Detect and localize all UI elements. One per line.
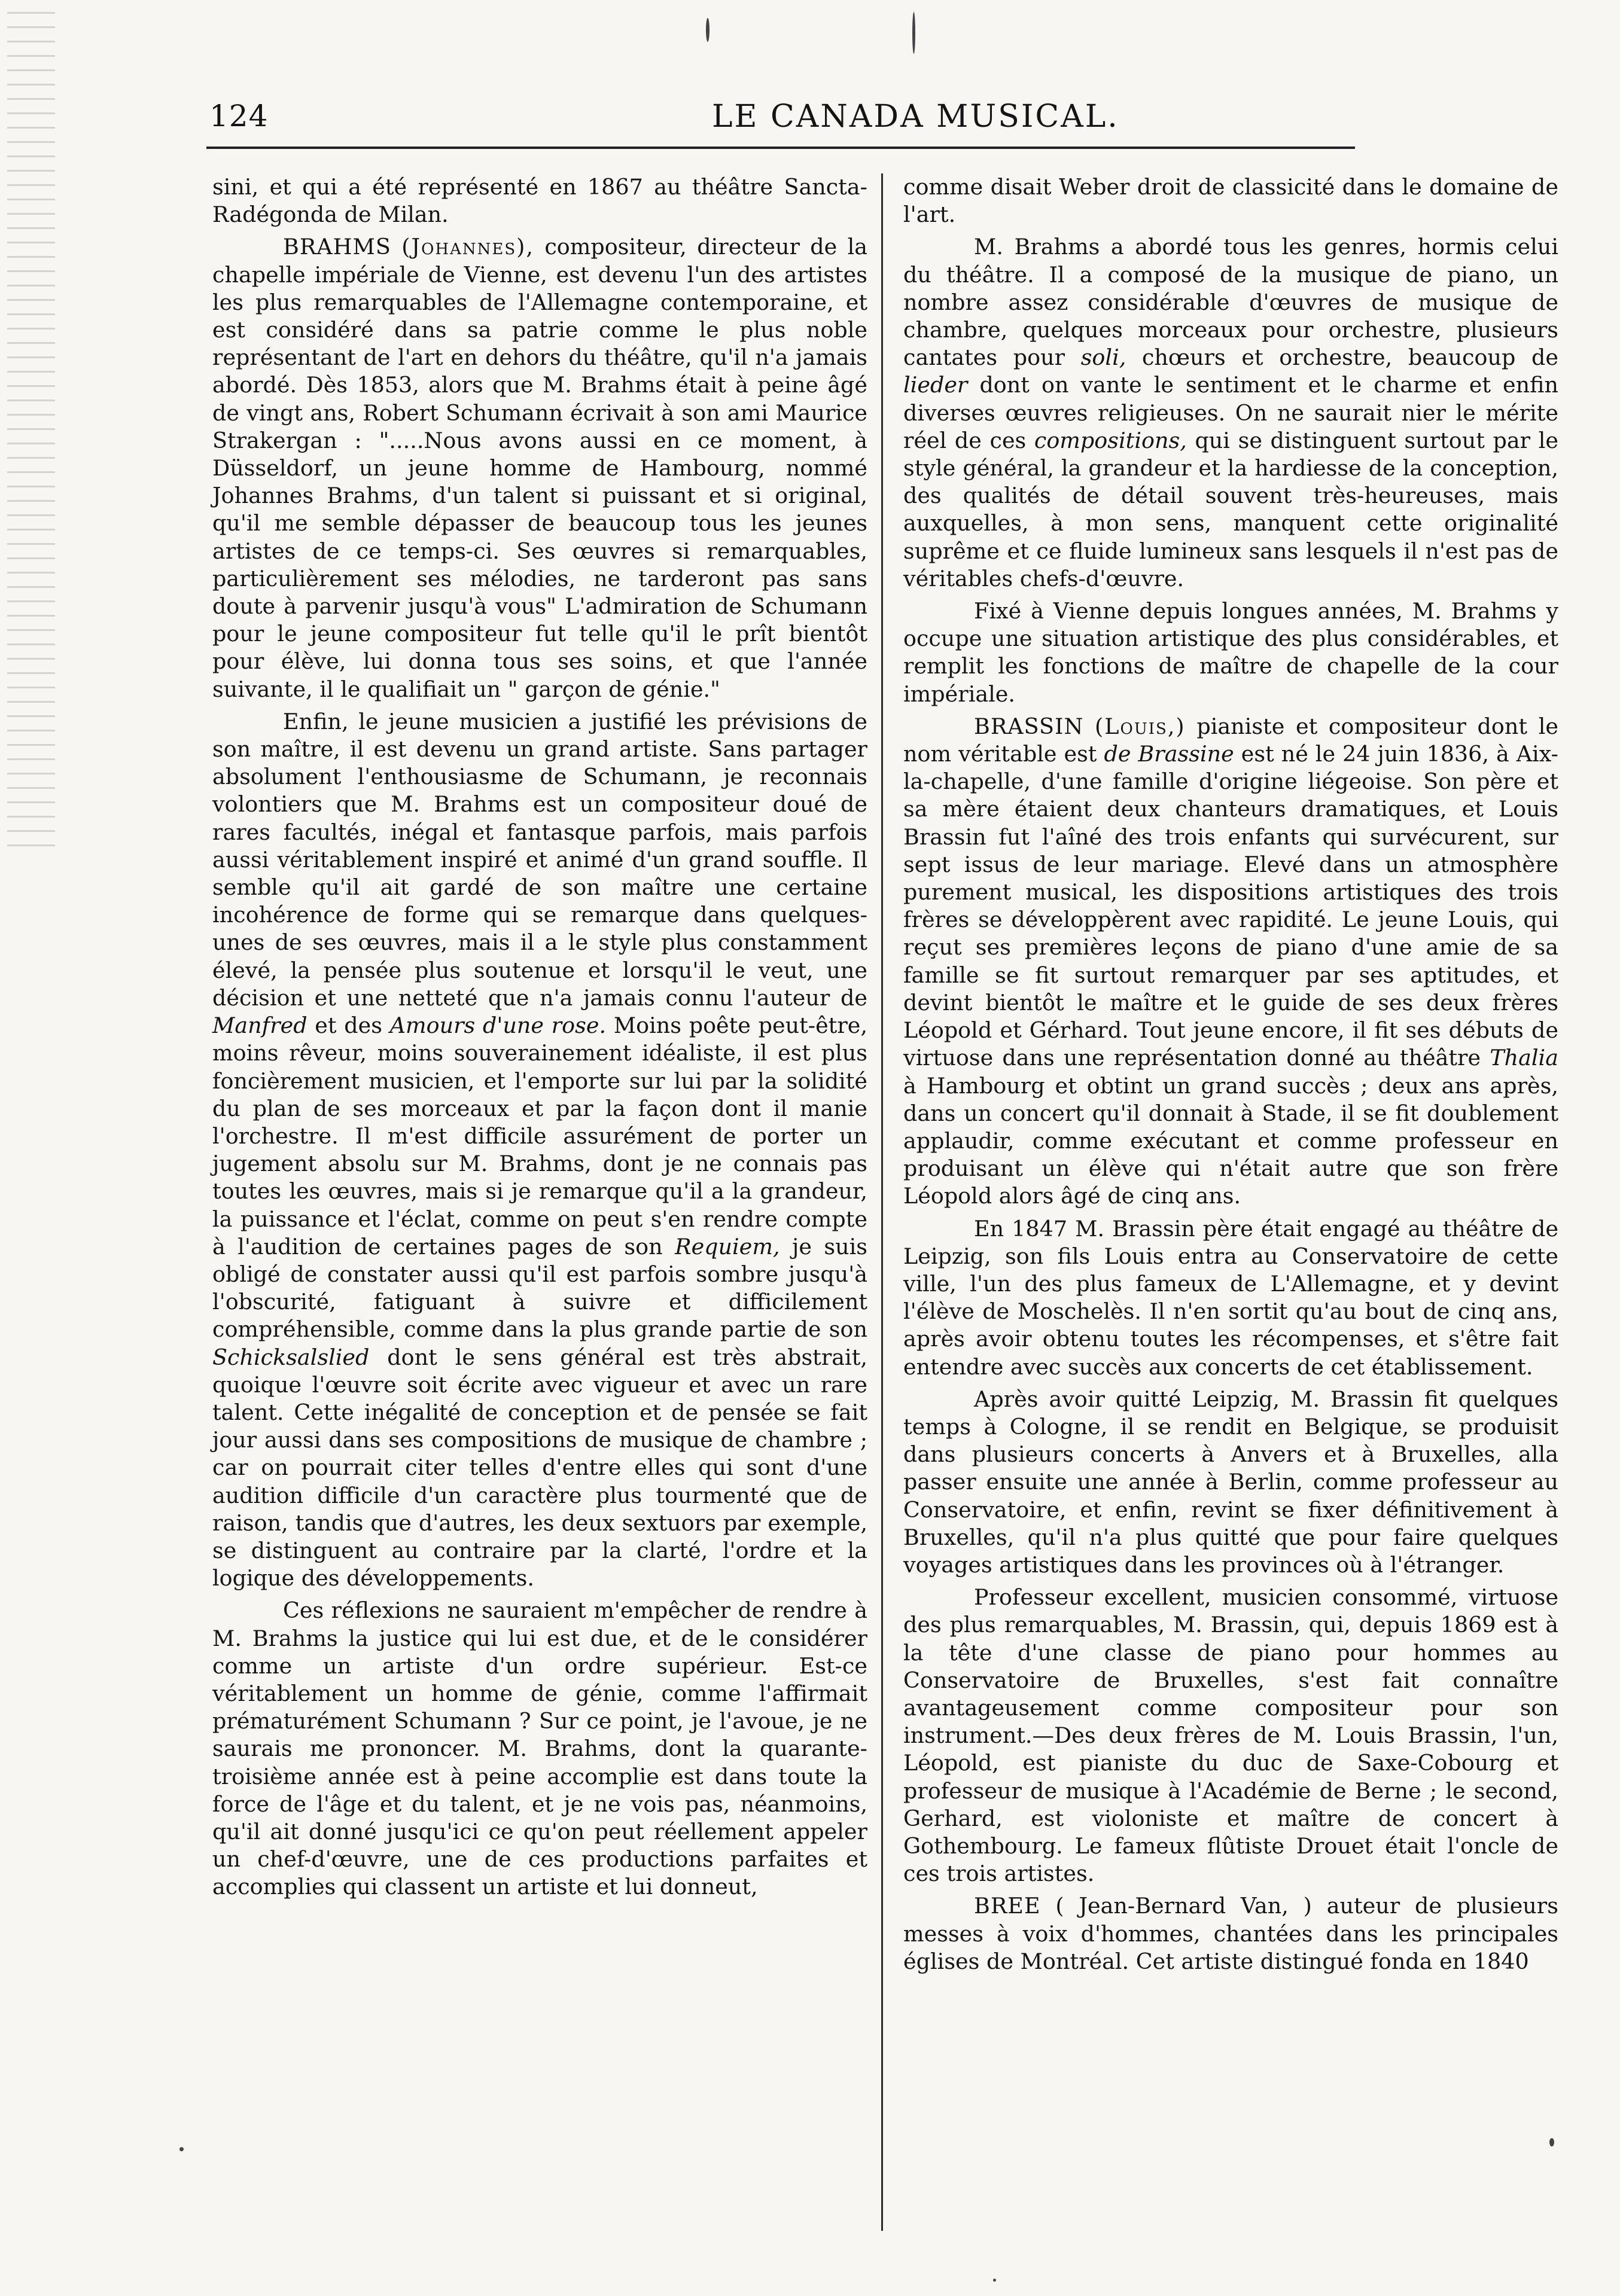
running-title: LE CANADA MUSICAL. [712,99,1119,135]
header-rule [206,147,1355,149]
paragraph [903,233,1558,593]
text-run: qui se distinguent surtout par le style général, la grandeur et la hardiesse de la conception, des qualités de détail souvent très-heureuses, mais auxquelles, à mon sens, manquent cette originalité suprême et ce fluide lumineux sans lesquels il n'est pas de véritables chefs-d'œuvre. [903,427,1558,591]
text-run: est né le 24 juin 1836, à Aix-la-chapelle, d'une famille d'origine liégeoise. Son père et sa mère étaient deux chanteurs dramatiques, et Louis Brassin fut l'aîné des trois enfants qui survécurent, sur sept issus de leur mariage. Elevé dans un atmosphère purement musical, les dispositions artistiques des trois frères se développèrent avec rapidité. Le jeune Louis, qui reçut ses premières leçons de piano d'une amie de sa famille se fit surtout remarquer par ses aptitudes, et devint bientôt le maître et le guide de ses deux frères Léopold et Gérhard. Tout jeune encore, il fit ses débuts de virtuose dans une représentation donné au théâtre [903,741,1559,1071]
work-title: Manfred [212,1013,307,1039]
entry-given-name: (Louis,) [1095,713,1186,739]
text-run: je suis obligé de constater aussi qu'il est parfois sombre jusqu'à l'obscurité, fatiguant à suivre et difficilement compréhensible, comme dans la plus grande partie de son [212,1233,868,1343]
right-column [903,173,1558,1975]
text-run: Moins poête peut-être, moins rêveur, moins souverainement idéaliste, il est plus foncièrement musicien, et l'emporte sur lui par la solidité du plan de ses morceaux et par la façon dont il manie l'orchestre. Il m'est difficile assurément de porter un jugement absolu sur M. Brahms, dont je ne connais pas toutes les œuvres, mais si je remarque qu'il a la grandeur, la puissance et l'éclat, comme on peut s'en rendre compte à l'audition de certaines pages de son [212,1013,867,1260]
italic-term: lieder [903,372,968,398]
paragraph: Ces réflexions ne sauraient m'empêcher de rendre à M. Brahms la justice qui lui est due, et de le considérer comme un artiste d'un ordre supérieur. Est-ce véritablement un homme de génie, comme l'affirmait prématurément Schumann ? Sur ce point, je l'avoue, je ne saurais me prononcer. M. Brahms, dont la quarante-troisième année est à peine accomplie est dans toute la force de l'âge et du talent, et je ne vois pas, néanmoins, qu'il ait donné jusqu'ici ce qu'on peut réellement appeler un chef-d'œuvre, une de ces productions parfaites et accomplies qui classent un artiste et lui donneut, [212,1597,867,1900]
column-divider [881,173,883,2231]
text-run: Enfin, le jeune musicien a justifié les prévisions de son maître, il est devenu un grand artiste. Sans partager absolument l'enthousiasme de Schumann, je reconnais volontiers que M. Brahms est un compositeur doué de rares facultés, inégal et fantasque parfois, mais parfois aussi véritablement inspiré et animé d'un grand souffle. Il semble qu'il ait gardé de son maître une certaine incohérence de forme qui se remarque dans quelques-unes de ses œuvres, mais il a le style plus constamment élevé, la pensée plus soutenue et lorsqu'il le veut, une décision et une netteté que n'a jamais connu l'auteur de [212,708,867,1011]
scan-margin-noise [7,12,55,849]
entry-brassin [903,713,1558,1210]
text-run: à Hambourg et obtint un grand succès ; deux ans après, dans un concert qu'il donnait à Stade, il se fit doublement applaudir, comme exécutant et comme professeur en produisant un élève qui n'était autre que son frère Léopold alors âgé de cinq ans. [903,1072,1558,1209]
work-title: Schicksalslied [212,1344,370,1370]
scan-speck [706,18,709,42]
work-title: Requiem, [675,1233,780,1260]
entry-brahms [212,233,867,703]
paragraph: Fixé à Vienne depuis longues années, M. Brahms y occupe une situation artistique des plus considérables, et remplit les fonctions de maître de chapelle de la cour impériale. [903,598,1558,707]
entry-headword: BRAHMS [283,234,391,260]
paragraph: En 1847 M. Brassin père était engagé au théâtre de Leipzig, son fils Louis entra au Conservatoire de cette ville, l'un des plus fameux de L'Allemagne, et y devint l'élève de Moschelès. Il n'en sortit qu'au bout de cinq ans, après avoir obtenu toutes les récompenses, et s'être fait entendre avec succès aux concerts de cet établissement. [903,1215,1558,1380]
paragraph: Après avoir quitté Leipzig, M. Brassin fit quelques temps à Cologne, il se rendit en Belgique, se produisit dans plusieurs concerts à Anvers et à Bruxelles, alla passer ensuite une année à Berlin, comme professeur au Conservatoire, et enfin, revint se fixer définitivement à Bruxelles, qu'il n'a plus quitté que pour faire quelques voyages artistiques dans les provinces où à l'étranger. [903,1386,1558,1578]
paragraph [212,708,867,1593]
paragraph-continuation: sini, et qui a été représenté en 1867 au théâtre Sancta-Radégonda de Milan. [212,174,867,228]
text-run: dont le sens général est très abstrait, quoique l'œuvre soit écrite avec vigueur et avec un rare talent. Cette inégalité de conception et de pensée se fait jour aussi dans ses compositions de musique de chambre ; car on pourrait citer telles d'entre elles qui sont d'une audition difficile d'un caractère plus tourmenté que de raison, tandis que d'autres, les deux sextuors par exemple, se distinguent au contraire par la clarté, l'ordre et la logique des développements. [212,1344,867,1591]
italic-term: Thalia [1490,1045,1558,1071]
page-number: 124 [209,99,269,133]
text-run: pianiste et compositeur dont le nom véritable est [903,713,1558,767]
entry-text: compositeur, directeur de la chapelle impériale de Vienne, est devenu l'un des artistes les plus remarquables de l'Allemagne contemporaine, et est considéré dans sa patrie comme le plus noble représentant de l'art en dehors du théâtre, qu'il n'a jamais abordé. Dès 1853, alors que M. Brahms était à peine âgé de vingt ans, Robert Schumann écrivait à son ami Maurice Strakergan : ".....Nous avons aussi en ce moment, à Düsseldorf, un jeune homme de Hambourg, nommé Johannes Brahms, d'un talent si puissant et si original, qu'il me semble dépasser de beaucoup tous les jeunes artistes de ce temps-ci. Ses œuvres si remarquables, particulièrement ses mélodies, ne tarderont pas sans doute à parvenir jusqu'à vous" L'admiration de Schumann pour le jeune compositeur fut telle qu'il le prît bientôt pour élève, lui donna tous ses soins, et que l'année suivante, il le qualifiait un " garçon de génie." [212,234,867,702]
scan-speck [1549,2138,1554,2146]
text-run: et des [315,1013,382,1039]
italic-term: soli, [1080,344,1126,371]
entry-given-name: (Johannes), [401,234,534,260]
entry-headword: BRASSIN [974,713,1084,739]
text-run: M. Brahms a abordé tous les genres, hormis celui du théâtre. Il a composé de la musique de piano, un nombre assez considérable d'œuvres de musique de chambre, quelques morceaux pour orchestre, plusieurs cantates pour [903,234,1558,371]
entry-bree [903,1892,1558,1975]
entry-headword: BREE [974,1893,1041,1919]
scan-speck [993,2279,996,2282]
text-run: chœurs et orchestre, beaucoup de [1141,344,1558,371]
scan-speck [179,2147,184,2151]
left-column [212,173,867,1901]
italic-term: compositions, [1034,427,1187,453]
text-run: ( Jean-Bernard Van, ) auteur de plusieurs messes à voix d'hommes, chantées dans les principales églises de Montréal. Cet artiste distingué fonda en 1840 [903,1893,1558,1974]
paragraph: Professeur excellent, musicien consommé, virtuose des plus remarquables, M. Brassin, qui, depuis 1869 est à la tête d'une classe de piano pour hommes au Conservatoire de Bruxelles, s'est fait connaître avantageusement comme compositeur pour son instrument.—Des deux frères de M. Louis Brassin, l'un, Léopold, est pianiste du duc de Saxe-Cobourg et professeur de musique à l'Académie de Berne ; le second, Gerhard, est violoniste et maître de concert à Gothembourg. Le fameux flûtiste Drouet était l'oncle de ces trois artistes. [903,1584,1558,1887]
work-title: Amours d'une rose. [389,1013,607,1039]
paragraph-continuation: comme disait Weber droit de classicité dans le domaine de l'art. [903,174,1558,228]
text-run: dont on vante le sentiment et le charme et enfin diverses œuvres religieuses. On ne saurait nier le mérite réel de ces [903,372,1559,453]
italic-term: de Brassine [1104,741,1234,767]
scan-speck [912,12,915,54]
